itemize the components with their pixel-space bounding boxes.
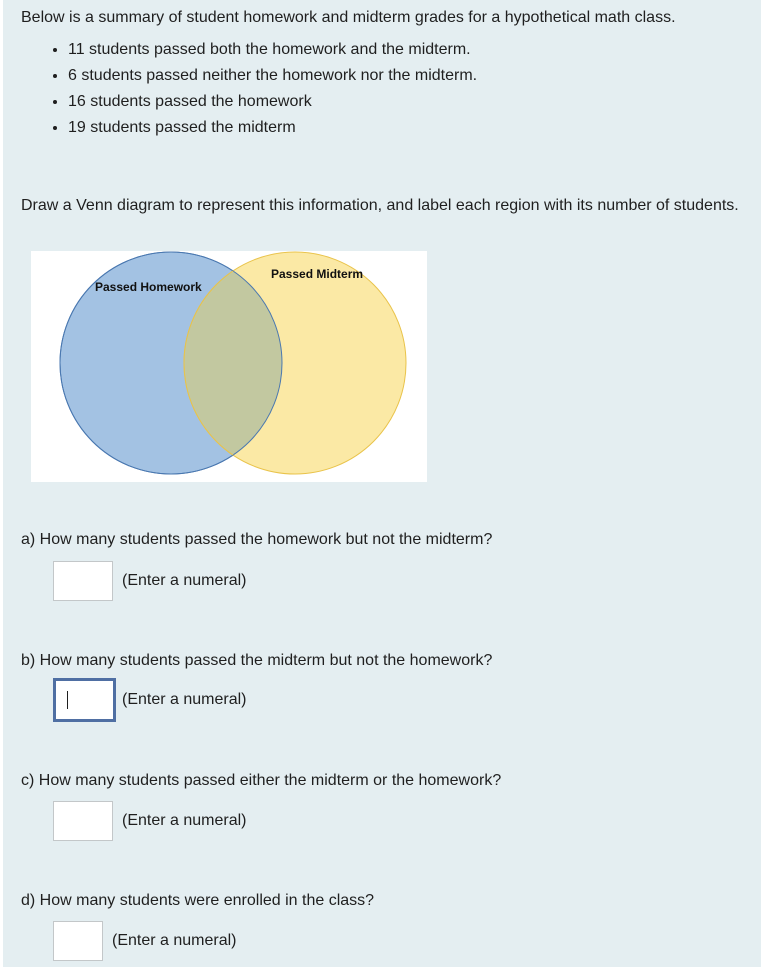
question-a-answer-row	[53, 561, 247, 601]
question-b-answer-row	[53, 680, 247, 720]
question-d-input[interactable]	[53, 921, 103, 961]
question-a-input[interactable]	[53, 561, 113, 601]
question-c-text: c) How many students passed either the midterm or the homework?	[21, 772, 502, 789]
question-d-text: d) How many students were enrolled in the class?	[21, 892, 375, 909]
fact-item: • 19 students passed the midterm	[68, 118, 477, 144]
fact-item: • 16 students passed the homework	[68, 92, 477, 118]
question-d-hint: (Enter a numeral)	[112, 932, 237, 949]
question-a-hint: (Enter a numeral)	[122, 572, 247, 589]
question-a-text: a) How many students passed the homework but not the midterm?	[21, 531, 493, 548]
question-c-answer-row	[53, 801, 247, 841]
instructions-text: Draw a Venn diagram to represent this information, and label each region with its number of students.	[21, 197, 739, 214]
question-c-hint: (Enter a numeral)	[122, 812, 247, 829]
question-b-text: b) How many students passed the midterm but not the homework?	[21, 652, 493, 669]
text-caret	[67, 691, 68, 709]
facts-list	[44, 40, 477, 144]
question-b-hint: (Enter a numeral)	[122, 691, 247, 708]
question-d-answer-row	[53, 921, 237, 961]
question-b-input[interactable]	[53, 678, 116, 722]
venn-diagram	[31, 251, 427, 482]
homework-label: Passed Homework	[95, 280, 202, 294]
fact-item: • 11 students passed both the homework and the midterm.	[68, 40, 477, 66]
fact-item: • 6 students passed neither the homework nor the midterm.	[68, 66, 477, 92]
intro-text: Below is a summary of student homework and midterm grades for a hypothetical math class.	[21, 9, 676, 26]
question-c-input[interactable]	[53, 801, 113, 841]
midterm-label: Passed Midterm	[271, 267, 364, 281]
